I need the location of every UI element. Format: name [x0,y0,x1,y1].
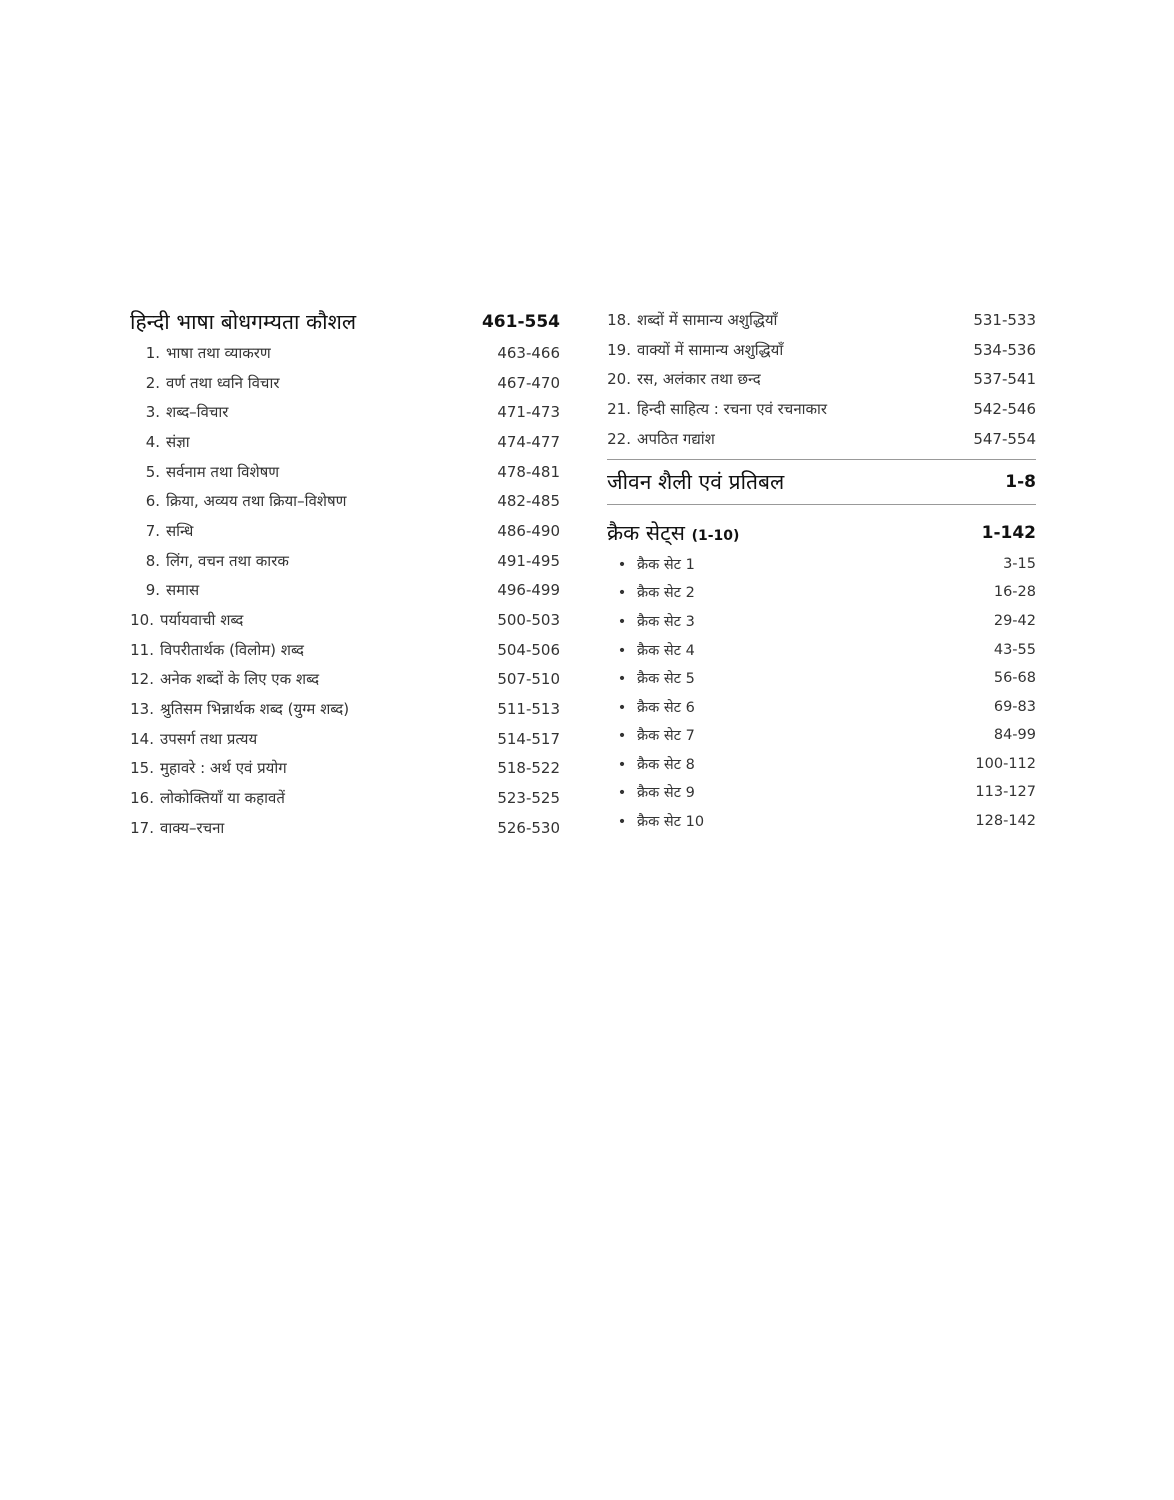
toc-entry [130,754,560,784]
entry-pages: 534-536 [973,340,1036,359]
entry-number: 16. [130,789,154,808]
entry-number: 5. [145,462,160,481]
entry-number: 20. [607,370,631,389]
entry-title: विपरीतार्थक (विलोम) शब्द [160,640,304,659]
crack-set-entry [607,664,1036,693]
section-title: क्रैक सेट्स [607,521,685,546]
section-heading-lifestyle [607,466,1036,498]
toc-entry [130,486,560,516]
bullet-icon: • [617,756,627,773]
entry-number: 3. [145,403,160,422]
entry-number: 6. [145,492,160,511]
crack-set-entry [607,607,1036,636]
entry-title: वाक्य–रचना [160,818,225,837]
entry-pages: 507-510 [497,670,560,689]
entry-title: लोकोक्तियाँ या कहावतें [160,789,285,808]
entry-title: मुहावरे : अर्थ एवं प्रयोग [160,759,287,778]
entry-pages: 504-506 [497,640,560,659]
entry-pages: 467-470 [497,373,560,392]
entry-pages: 69-83 [993,698,1036,715]
entry-number: 8. [145,551,160,570]
bullet-icon: • [617,556,627,573]
toc-entry [130,516,560,546]
entry-number: 1. [145,343,160,362]
entry-number: 4. [145,432,160,451]
entry-number: 13. [130,700,154,719]
entry-pages: 84-99 [993,727,1036,744]
entry-pages: 128-142 [975,813,1036,830]
bullet-icon: • [617,585,627,602]
entry-title: क्रैक सेट 1 [637,556,695,573]
entry-pages: 514-517 [497,729,560,748]
entry-pages: 474-477 [497,432,560,451]
entry-title: संज्ञा [166,432,190,451]
entry-title: श्रुतिसम भिन्नार्थक शब्द (युग्म शब्द) [160,700,350,719]
entry-title: उपसर्ग तथा प्रत्यय [160,729,258,748]
entry-title: हिन्दी साहित्य : रचना एवं रचनाकार [637,399,828,418]
entry-number: 9. [145,581,160,600]
entry-number: 11. [130,640,154,659]
entry-pages: 547-554 [973,429,1036,448]
entry-pages: 491-495 [497,551,560,570]
entry-number: 19. [607,340,631,359]
bullet-icon: • [617,699,627,716]
entry-title: क्रैक सेट 8 [637,756,695,773]
bullet-icon: • [617,671,627,688]
crack-set-entry [607,635,1036,664]
section-pages: 1-142 [981,523,1036,544]
entry-title: क्रिया, अव्यय तथा क्रिया–विशेषण [166,492,347,511]
section-title: जीवन शैली एवं प्रतिबल [607,470,785,495]
section-title: हिन्दी भाषा बोधगम्यता कौशल [130,310,357,334]
toc-entry [130,694,560,724]
entry-title: क्रैक सेट 2 [637,585,695,602]
crack-set-list [607,549,1036,835]
crack-set-entry [607,549,1036,578]
toc-right-column [607,305,1036,835]
entry-title: पर्यायवाची शब्द [160,611,244,630]
toc-entry [130,665,560,695]
entry-title: क्रैक सेट 4 [637,642,695,659]
entry-number: 22. [607,429,631,448]
entry-number: 18. [607,310,631,329]
entry-number: 2. [145,373,160,392]
section-range: (1-10) [691,528,740,545]
divider [607,459,1036,460]
entry-pages: 500-503 [497,611,560,630]
bullet-icon: • [617,814,627,831]
entry-pages: 486-490 [497,521,560,540]
entry-number: 15. [130,759,154,778]
toc-entry [607,424,1036,454]
bullet-icon: • [617,728,627,745]
entry-pages: 526-530 [497,818,560,837]
entry-pages: 523-525 [497,789,560,808]
toc-entry [130,338,560,368]
section-heading-hindi [130,306,560,338]
toc-entry [130,635,560,665]
toc-entry [130,783,560,813]
crack-set-entry [607,807,1036,836]
entry-title: सर्वनाम तथा विशेषण [166,462,280,481]
toc-entry [607,305,1036,335]
entry-title: शब्द–विचार [166,403,229,422]
section-pages: 461-554 [481,312,560,332]
entry-title: वर्ण तथा ध्वनि विचार [166,373,280,392]
entry-pages: 100-112 [975,755,1036,772]
entry-pages: 531-533 [973,310,1036,329]
toc-entry [130,576,560,606]
bullet-icon: • [617,785,627,802]
toc-entry [130,397,560,427]
toc-entry [130,368,560,398]
entry-pages: 471-473 [497,403,560,422]
entry-title: शब्दों में सामान्य अशुद्धियाँ [637,310,778,329]
entry-pages: 496-499 [497,581,560,600]
entry-title: अनेक शब्दों के लिए एक शब्द [160,670,320,689]
section-pages: 1-8 [1005,472,1036,493]
entry-pages: 511-513 [497,700,560,719]
toc-entry [130,605,560,635]
entry-title: क्रैक सेट 5 [637,671,695,688]
entry-title: लिंग, वचन तथा कारक [166,551,289,570]
entry-pages: 518-522 [497,759,560,778]
chapter-list-continued [607,305,1036,453]
crack-set-entry [607,721,1036,750]
entry-title: क्रैक सेट 7 [637,728,695,745]
entry-title: क्रैक सेट 6 [637,699,695,716]
toc-entry [130,546,560,576]
toc-entry [130,457,560,487]
entry-title: रस, अलंकार तथा छन्द [637,370,761,389]
entry-pages: 542-546 [973,399,1036,418]
toc-entry [130,724,560,754]
entry-pages: 56-68 [993,670,1036,687]
entry-pages: 482-485 [497,492,560,511]
entry-number: 12. [130,670,154,689]
entry-number: 7. [145,521,160,540]
entry-number: 17. [130,818,154,837]
entry-pages: 43-55 [993,641,1036,658]
chapter-list [130,338,560,843]
entry-pages: 3-15 [1003,555,1036,572]
entry-number: 10. [130,611,154,630]
entry-pages: 113-127 [975,784,1036,801]
crack-set-entry [607,692,1036,721]
entry-title: समास [166,581,200,600]
entry-title: क्रैक सेट 9 [637,785,695,802]
entry-pages: 463-466 [497,343,560,362]
crack-set-entry [607,750,1036,779]
entry-pages: 29-42 [993,612,1036,629]
entry-title: क्रैक सेट 3 [637,613,695,630]
toc-entry [607,335,1036,365]
crack-set-entry [607,578,1036,607]
toc-entry [607,364,1036,394]
bullet-icon: • [617,613,627,630]
entry-number: 21. [607,399,631,418]
entry-pages: 16-28 [993,584,1036,601]
toc-entry [130,427,560,457]
section-heading-crack-sets [607,517,1036,549]
entry-title: अपठित गद्यांश [637,429,715,448]
entry-title: क्रैक सेट 10 [637,814,705,831]
bullet-icon: • [617,642,627,659]
entry-title: वाक्यों में सामान्य अशुद्धियाँ [637,340,784,359]
toc-entry [607,394,1036,424]
entry-title: भाषा तथा व्याकरण [166,343,271,362]
entry-number: 14. [130,729,154,748]
entry-pages: 478-481 [497,462,560,481]
toc-entry [130,813,560,843]
crack-set-entry [607,778,1036,807]
divider [607,504,1036,505]
entry-title: सन्धि [166,521,194,540]
toc-left-column [130,306,560,843]
entry-pages: 537-541 [973,370,1036,389]
